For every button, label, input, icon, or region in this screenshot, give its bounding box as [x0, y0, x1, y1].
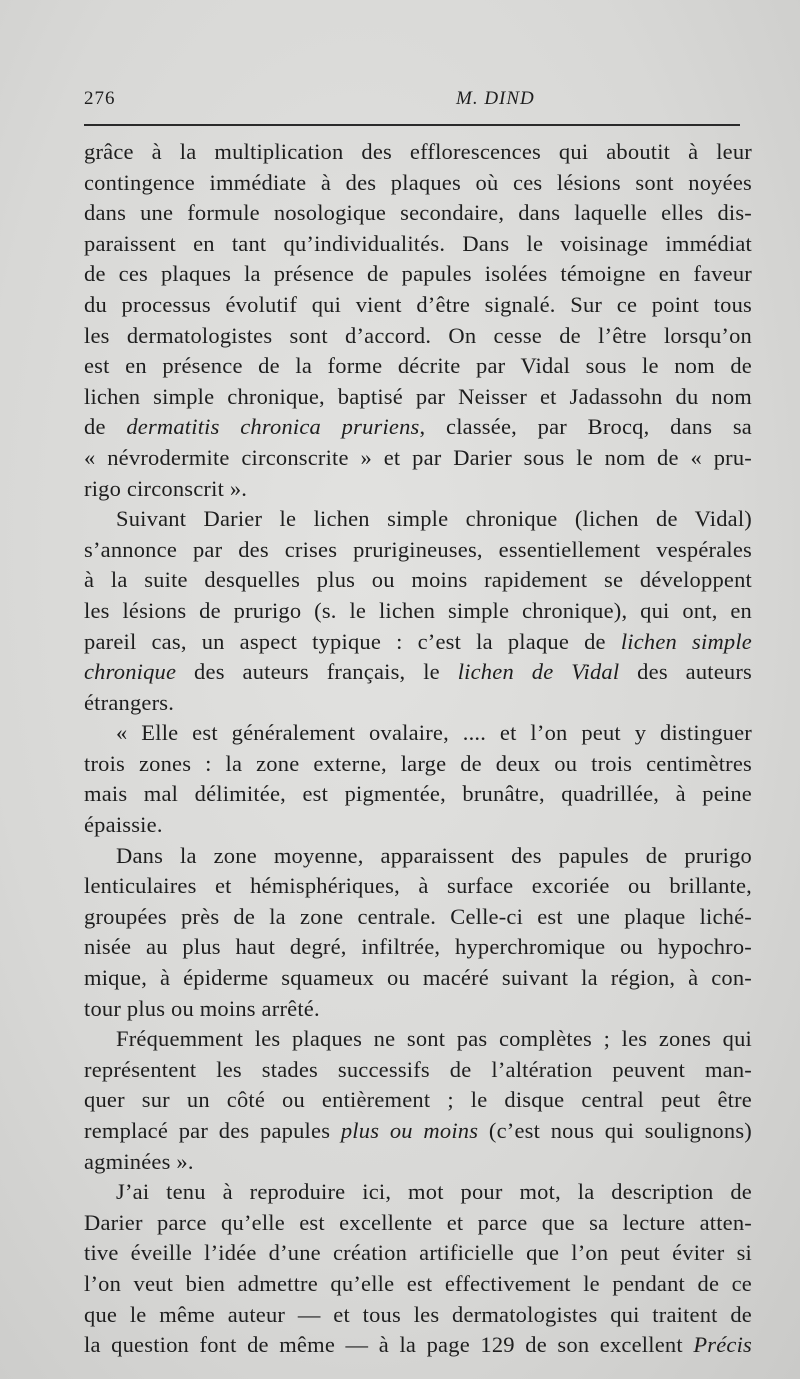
- text-line: grâce à la multiplication des efflorescences qui aboutit à leur: [84, 139, 752, 164]
- text-line: rigo circonscrit ».: [84, 475, 248, 501]
- text-line: « névrodermite circonscrite » et par Darier sous le nom de « pru-: [84, 444, 752, 470]
- italic-term: lichen de Vidal: [457, 659, 620, 685]
- italic-term: dermatitis chronica pruriens: [126, 414, 420, 440]
- text-line: contingence immédiate à des plaques où ces lésions sont noyées: [84, 169, 752, 195]
- text-line: lichen simple chronique, baptisé par Neisser et Jadassohn du nom: [84, 383, 752, 409]
- text-line: quer sur un côté ou entièrement ; le disque central peut être: [84, 1087, 752, 1113]
- text-line: les dermatologistes sont d’accord. On cesse de l’être lorsqu’on: [84, 322, 752, 348]
- text-line: représentent les stades successifs de l’altération peuvent man-: [84, 1056, 752, 1082]
- text-line: chronique des auteurs français, le lichen de Vidal des auteurs: [84, 659, 753, 685]
- text-line: de dermatitis chronica pruriens, classée, par Brocq, dans sa: [84, 414, 752, 440]
- italic-term: Précis: [693, 1332, 752, 1358]
- paragraph: [84, 841, 752, 1025]
- italic-term: lichen simple: [620, 628, 752, 654]
- paragraph: [84, 1024, 752, 1177]
- italic-term: chronique: [84, 659, 177, 685]
- page-header: [84, 88, 740, 118]
- text-line: nisée au plus haut degré, infiltrée, hyperchromique ou hypochro-: [84, 934, 752, 960]
- text-line: J’ai tenu à reproduire ici, mot pour mot, la description de: [116, 1179, 752, 1205]
- paragraph: [84, 1177, 752, 1361]
- text-line: épaissie.: [84, 812, 163, 838]
- text-line: de ces plaques la présence de papules isolées témoigne en faveur: [84, 261, 752, 287]
- text-line: groupées près de la zone centrale. Celle-ci est une plaque liché-: [84, 903, 752, 929]
- text-line: à la suite desquelles plus ou moins rapidement se développent: [84, 567, 752, 593]
- text-line: la question font de même — à la page 129 de son excellent Précis: [84, 1332, 752, 1358]
- text-line: Suivant Darier le lichen simple chronique (lichen de Vidal): [116, 506, 752, 532]
- text-line: agminées ».: [84, 1148, 194, 1174]
- text-line: pareil cas, un aspect typique : c’est la plaque de lichen simple: [84, 628, 752, 654]
- paragraph: [84, 137, 752, 504]
- text-line: trois zones : la zone externe, large de deux ou trois centimètres: [84, 750, 752, 776]
- text-line: l’on veut bien admettre qu’elle est effectivement le pendant de ce: [84, 1270, 752, 1296]
- italic-term: plus ou moins: [340, 1118, 479, 1143]
- text-line: tour plus ou moins arrêté.: [84, 995, 320, 1021]
- header-rule: [84, 124, 740, 126]
- text-line: est en présence de la forme décrite par Vidal sous le nom de: [84, 353, 752, 379]
- text-line: étrangers.: [84, 689, 175, 715]
- running-head: M. DIND: [456, 88, 535, 109]
- text-line: paraissent en tant qu’individualités. Dans le voisinage immédiat: [84, 230, 752, 256]
- text-line: Darier parce qu’elle est excellente et parce que sa lecture atten-: [84, 1209, 752, 1235]
- text-line: dans une formule nosologique secondaire, dans laquelle elles dis-: [84, 200, 752, 226]
- body-text: [84, 137, 752, 1361]
- text-line: mais mal délimitée, est pigmentée, brunâtre, quadrillée, à peine: [84, 781, 752, 807]
- text-line: lenticulaires et hémisphériques, à surface excoriée ou brillante,: [84, 873, 752, 899]
- text-line: Fréquemment les plaques ne sont pas complètes ; les zones qui: [116, 1026, 752, 1052]
- text-line: « Elle est généralement ovalaire, .... et l’on peut y distinguer: [116, 720, 752, 746]
- text-line: du processus évolutif qui vient d’être signalé. Sur ce point tous: [84, 291, 752, 317]
- text-line: remplacé par des papules plus ou moins (c’est nous qui soulignons): [84, 1118, 752, 1143]
- paragraph: [84, 504, 752, 718]
- text-line: Dans la zone moyenne, apparaissent des papules de prurigo: [116, 842, 752, 868]
- text-line: tive éveille l’idée d’une création artificielle que l’on peut éviter si: [84, 1240, 752, 1266]
- paragraph: [84, 718, 752, 840]
- text-line: mique, à épiderme squameux ou macéré suivant la région, à con-: [84, 965, 752, 991]
- text-line: s’annonce par des crises prurigineuses, essentiellement vespérales: [84, 536, 752, 562]
- text-line: que le même auteur — et tous les dermatologistes qui traitent de: [84, 1301, 752, 1327]
- text-line: les lésions de prurigo (s. le lichen simple chronique), qui ont, en: [84, 597, 752, 623]
- page-number: 276: [84, 88, 116, 109]
